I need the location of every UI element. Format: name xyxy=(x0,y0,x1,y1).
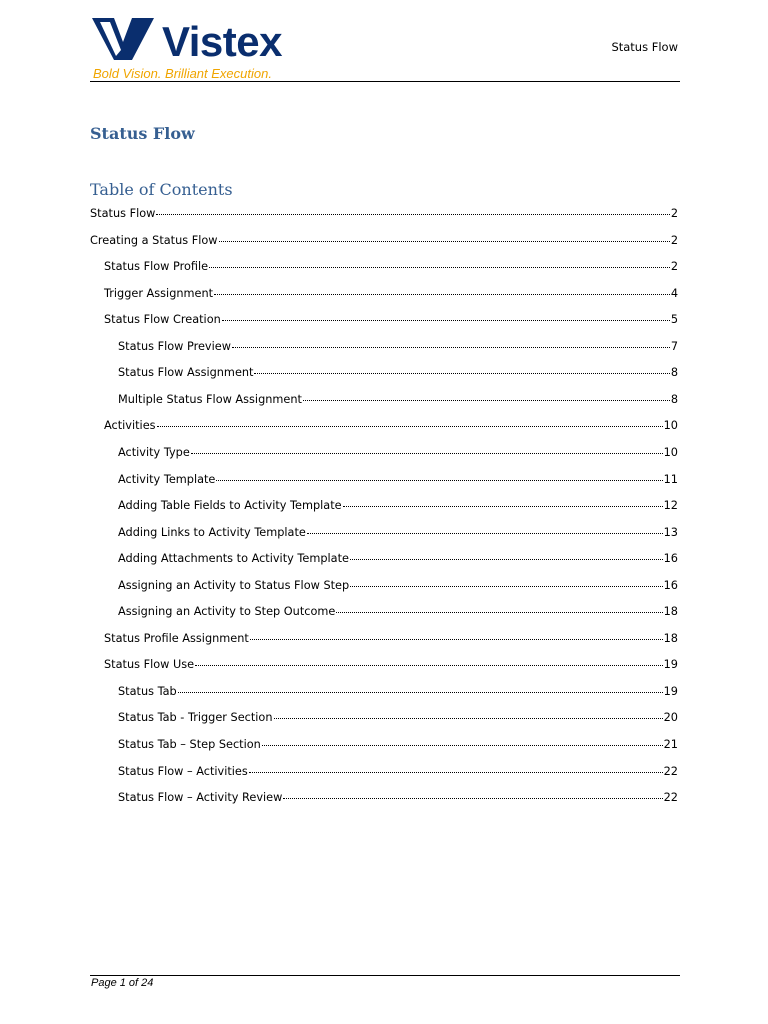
toc-entry-label: Status Flow Use xyxy=(104,658,195,672)
toc-entry-label: Activity Template xyxy=(118,472,216,486)
toc-entry-page: 19 xyxy=(663,684,678,698)
toc-entry-label: Status Tab - Trigger Section xyxy=(118,711,273,725)
toc-entry-page: 20 xyxy=(663,711,678,725)
toc-entry-page: 5 xyxy=(670,313,678,327)
toc-leader-dots xyxy=(191,443,663,454)
toc-entry-page: 7 xyxy=(670,339,678,353)
toc-entry[interactable] xyxy=(118,525,678,540)
toc-entry-page: 22 xyxy=(663,764,678,778)
toc-entry-label: Status Flow Creation xyxy=(104,313,221,327)
toc-entry-page: 19 xyxy=(663,658,678,672)
header-title: Status Flow xyxy=(611,40,678,54)
toc-entry-page: 13 xyxy=(663,525,678,539)
toc-entry[interactable] xyxy=(118,365,678,380)
toc-leader-dots xyxy=(249,762,663,773)
page-header xyxy=(0,0,768,82)
toc-entry-page: 16 xyxy=(663,552,678,566)
toc-leader-dots xyxy=(254,363,669,374)
tagline: Bold Vision. Brilliant Execution. xyxy=(93,66,272,81)
toc-heading: Table of Contents xyxy=(90,180,233,199)
toc-leader-dots xyxy=(178,682,663,693)
toc-entry[interactable] xyxy=(104,259,678,274)
toc-leader-dots xyxy=(214,284,670,295)
toc-leader-dots xyxy=(262,735,663,746)
toc-entry[interactable] xyxy=(118,392,678,407)
toc-leader-dots xyxy=(195,655,663,666)
toc-entry-label: Status Tab – Step Section xyxy=(118,738,261,751)
toc-leader-dots xyxy=(209,257,670,268)
toc-entry-page: 12 xyxy=(663,499,678,513)
toc-entry[interactable] xyxy=(104,418,678,433)
toc-entry[interactable] xyxy=(118,710,678,725)
toc-leader-dots xyxy=(303,390,670,401)
toc-entry[interactable] xyxy=(104,631,678,646)
toc-entry-page: 8 xyxy=(670,366,678,380)
toc-leader-dots xyxy=(156,204,669,215)
toc-entry-label: Activity Type xyxy=(118,445,190,459)
toc-entry-label: Status Tab xyxy=(118,684,177,698)
toc-leader-dots xyxy=(350,549,663,560)
toc-entry[interactable] xyxy=(104,657,678,672)
document-heading: Status Flow xyxy=(90,124,195,143)
toc-entry-label: Status Flow Assignment xyxy=(118,366,254,380)
toc-entry-page: 2 xyxy=(670,260,678,274)
toc-entry[interactable] xyxy=(118,339,678,354)
toc-entry[interactable] xyxy=(118,445,678,460)
toc-leader-dots xyxy=(250,629,663,640)
toc-entry[interactable] xyxy=(90,206,678,221)
toc-entry-label: Creating a Status Flow xyxy=(90,233,218,247)
toc-entry-page: 18 xyxy=(663,631,678,645)
toc-leader-dots xyxy=(350,576,662,587)
toc-leader-dots xyxy=(336,602,662,613)
toc-entry-label: Adding Table Fields to Activity Template xyxy=(118,499,342,513)
toc-entry-page: 21 xyxy=(663,738,678,751)
toc-entry-label: Adding Attachments to Activity Template xyxy=(118,552,349,566)
toc-entry[interactable] xyxy=(118,578,678,593)
toc-entry[interactable] xyxy=(118,737,678,752)
toc-entry[interactable] xyxy=(118,764,678,779)
toc-leader-dots xyxy=(232,337,670,348)
toc-entry[interactable] xyxy=(118,684,678,699)
toc-entry-label: Multiple Status Flow Assignment xyxy=(118,392,302,406)
toc-entry[interactable] xyxy=(90,233,678,248)
toc-entry-page: 16 xyxy=(663,578,678,592)
footer-divider xyxy=(90,975,680,976)
toc-entry-label: Status Flow – Activity Review xyxy=(118,791,283,805)
toc-entry-label: Status Profile Assignment xyxy=(104,631,249,645)
toc-leader-dots xyxy=(222,310,670,321)
logo-wordmark: Vistex xyxy=(162,18,282,65)
page-number: Page 1 of 24 xyxy=(91,977,154,989)
toc-entry-label: Trigger Assignment xyxy=(104,286,214,300)
toc-leader-dots xyxy=(283,788,662,799)
toc-entry-page: 18 xyxy=(663,605,678,619)
vistex-logo xyxy=(92,16,292,65)
toc-entry[interactable] xyxy=(118,498,678,513)
vistex-v-mark-icon xyxy=(92,16,154,60)
toc-leader-dots xyxy=(343,496,663,507)
toc-entry-page: 11 xyxy=(663,472,678,486)
toc-entry[interactable] xyxy=(118,790,678,805)
toc-entry-label: Activities xyxy=(104,419,156,433)
toc-leader-dots xyxy=(307,523,663,534)
toc-entry-label: Status Flow Profile xyxy=(104,260,209,274)
toc-entry[interactable] xyxy=(118,604,678,619)
toc-entry[interactable] xyxy=(118,472,678,487)
toc-entry[interactable] xyxy=(118,551,678,566)
toc-leader-dots xyxy=(216,470,662,481)
toc-entry-label: Status Flow Preview xyxy=(118,339,231,353)
toc-entry-page: 2 xyxy=(670,207,678,220)
toc-entry-page: 2 xyxy=(670,233,678,247)
toc-entry[interactable] xyxy=(104,286,678,301)
toc-entry-label: Assigning an Activity to Step Outcome xyxy=(118,605,336,619)
toc-entry-page: 8 xyxy=(670,392,678,406)
toc-entry-page: 10 xyxy=(663,419,678,433)
toc-entry-label: Assigning an Activity to Status Flow Step xyxy=(118,578,350,592)
toc-entry-page: 10 xyxy=(663,445,678,459)
toc-leader-dots xyxy=(157,416,663,427)
toc-leader-dots xyxy=(274,708,663,719)
header-divider xyxy=(90,81,680,82)
toc-leader-dots xyxy=(219,231,670,242)
toc-entry-page: 4 xyxy=(670,286,678,300)
toc-entry[interactable] xyxy=(104,312,678,327)
toc-entry-label: Adding Links to Activity Template xyxy=(118,525,306,539)
toc-entry-page: 22 xyxy=(663,791,678,805)
toc-entry-label: Status Flow xyxy=(90,207,156,220)
toc-entry-label: Status Flow – Activities xyxy=(118,764,248,778)
